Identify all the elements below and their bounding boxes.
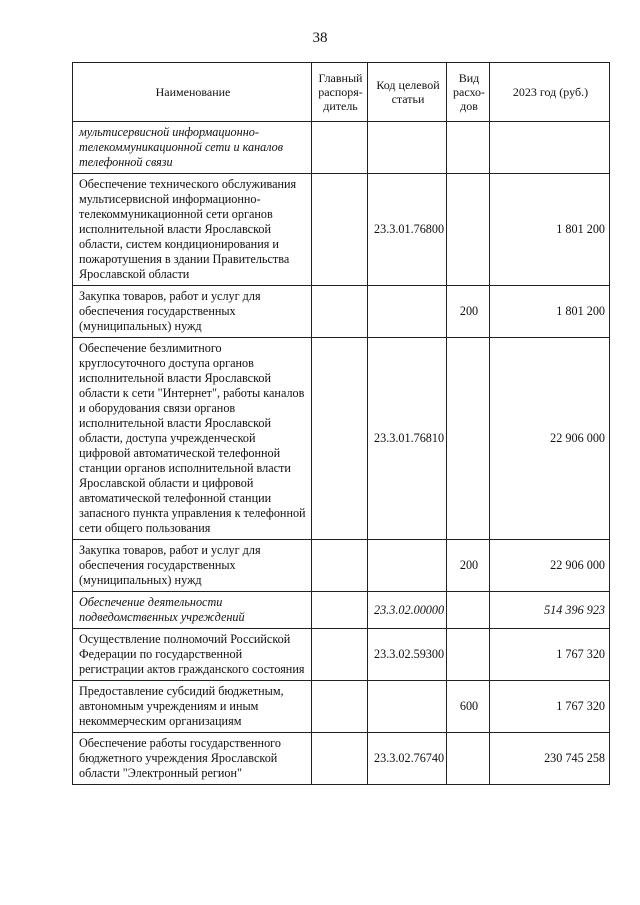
cell-name: Предоставление субсидий бюджетным, автономным учреждениям и иным некоммерческим организациям bbox=[73, 681, 312, 733]
cell-admin bbox=[312, 174, 368, 286]
table-row bbox=[73, 592, 610, 629]
cell-name: Обеспечение технического обслуживания мультисервисной информационно-телекоммуникационной сети органов исполнительной власти Ярославской области, систем кондиционирования и пожаротушения в здании Правительства Ярославской области bbox=[73, 174, 312, 286]
cell-name: Обеспечение деятельности подведомственных учреждений bbox=[73, 592, 312, 629]
cell-admin bbox=[312, 122, 368, 174]
cell-admin bbox=[312, 338, 368, 540]
cell-kind: 200 bbox=[447, 286, 490, 338]
cell-kind bbox=[447, 174, 490, 286]
cell-amount: 22 906 000 bbox=[490, 338, 610, 540]
cell-kind: 600 bbox=[447, 681, 490, 733]
table-row bbox=[73, 286, 610, 338]
cell-amount: 22 906 000 bbox=[490, 540, 610, 592]
header-amount: 2023 год (руб.) bbox=[490, 63, 610, 122]
cell-code bbox=[368, 540, 447, 592]
cell-amount: 1 801 200 bbox=[490, 286, 610, 338]
cell-name: Осуществление полномочий Российской Федерации по государственной регистрации актов гражданского состояния bbox=[73, 629, 312, 681]
table-body bbox=[73, 122, 610, 785]
cell-kind bbox=[447, 733, 490, 785]
cell-name: Обеспечение работы государственного бюджетного учреждения Ярославской области "Электронный регион" bbox=[73, 733, 312, 785]
cell-code bbox=[368, 681, 447, 733]
cell-kind bbox=[447, 338, 490, 540]
cell-admin bbox=[312, 286, 368, 338]
header-code: Код целевой статьи bbox=[368, 63, 447, 122]
table-header-row bbox=[73, 63, 610, 122]
cell-name: мультисервисной информационно-телекоммуникационной сети и каналов телефонной связи bbox=[73, 122, 312, 174]
table-row bbox=[73, 733, 610, 785]
cell-amount: 1 767 320 bbox=[490, 629, 610, 681]
cell-amount bbox=[490, 122, 610, 174]
cell-kind bbox=[447, 122, 490, 174]
cell-code: 23.3.02.76740 bbox=[368, 733, 447, 785]
budget-table bbox=[72, 62, 610, 785]
cell-name: Закупка товаров, работ и услуг для обеспечения государственных (муниципальных) нужд bbox=[73, 286, 312, 338]
table-row bbox=[73, 174, 610, 286]
cell-admin bbox=[312, 733, 368, 785]
cell-admin bbox=[312, 540, 368, 592]
header-name: Наименование bbox=[73, 63, 312, 122]
cell-kind bbox=[447, 629, 490, 681]
cell-amount: 1 767 320 bbox=[490, 681, 610, 733]
table-row bbox=[73, 629, 610, 681]
cell-code: 23.3.02.59300 bbox=[368, 629, 447, 681]
cell-code: 23.3.01.76810 bbox=[368, 338, 447, 540]
cell-name: Закупка товаров, работ и услуг для обеспечения государственных (муниципальных) нужд bbox=[73, 540, 312, 592]
cell-admin bbox=[312, 592, 368, 629]
cell-admin bbox=[312, 681, 368, 733]
page-number: 38 bbox=[312, 30, 328, 46]
table-row bbox=[73, 540, 610, 592]
header-kind: Вид расхо-дов bbox=[447, 63, 490, 122]
cell-code: 23.3.01.76800 bbox=[368, 174, 447, 286]
cell-name: Обеспечение безлимитного круглосуточного доступа органов исполнительной власти Ярославской области к сети "Интернет", работы каналов и оборудования связи органов исполнительной власти Ярославской области, доступа учрежденческой цифровой автоматической телефонной станции органов исполнительной власти Ярославской области и цифровой автоматической телефонной станции запасного пункта управления к телефонной сети общего пользования bbox=[73, 338, 312, 540]
table-row bbox=[73, 681, 610, 733]
cell-code bbox=[368, 122, 447, 174]
cell-code: 23.3.02.00000 bbox=[368, 592, 447, 629]
table-row bbox=[73, 122, 610, 174]
cell-amount: 230 745 258 bbox=[490, 733, 610, 785]
cell-admin bbox=[312, 629, 368, 681]
cell-kind: 200 bbox=[447, 540, 490, 592]
cell-code bbox=[368, 286, 447, 338]
cell-amount: 514 396 923 bbox=[490, 592, 610, 629]
table-row bbox=[73, 338, 610, 540]
cell-amount: 1 801 200 bbox=[490, 174, 610, 286]
cell-kind bbox=[447, 592, 490, 629]
header-admin: Главный распоря-дитель bbox=[312, 63, 368, 122]
